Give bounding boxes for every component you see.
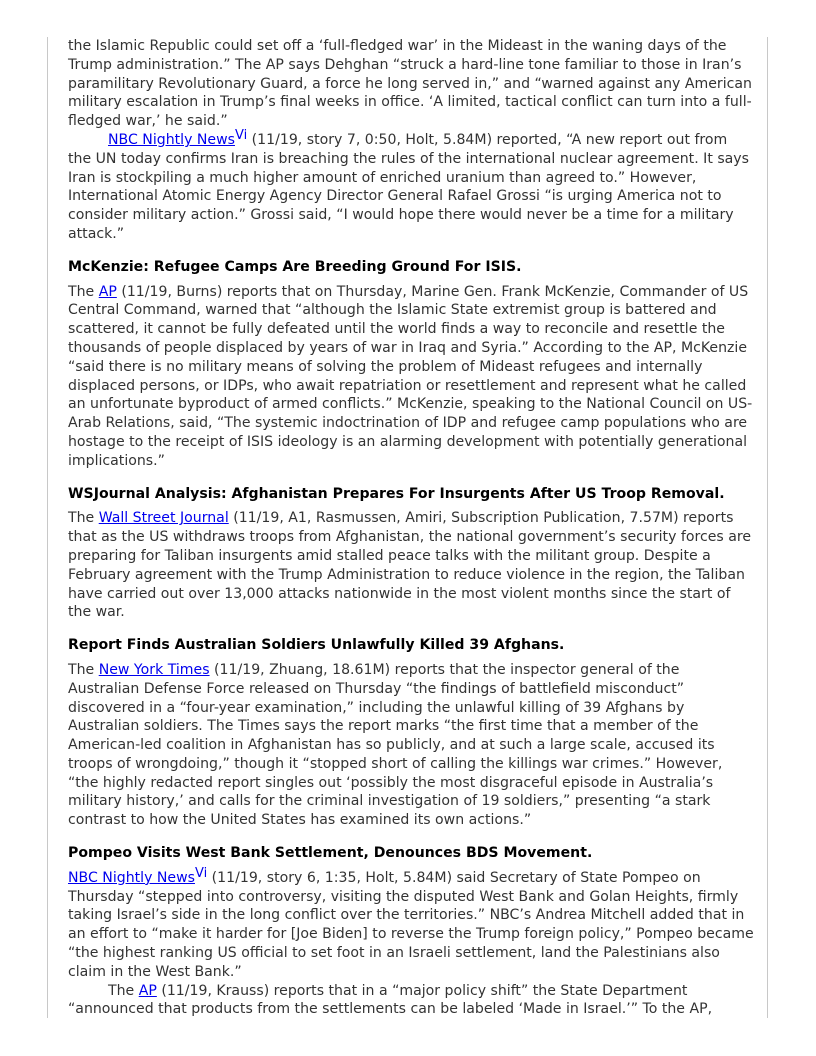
wall-street-journal-link[interactable]: Wall Street Journal	[98, 510, 229, 527]
article-body-pompeo	[68, 865, 754, 982]
article-body-australia	[68, 661, 754, 830]
paragraph-text: (11/19, A1, Rasmussen, Amiri, Subscription Publication, 7.57M) reports that as the US withdraws troops from Afghanistan, the national government’s security forces are preparing for Taliban insurgents amid stalled peace talks with the militant group. Despite a February agreement with the Trump Administration to reduce violence in the region, the Taliban have carried out over 13,000 attacks nationwide in the most violent months since the start of the war.	[68, 510, 751, 621]
paragraph-text: The	[108, 982, 139, 999]
paragraph-text: (11/19, Burns) reports that on Thursday, Marine Gen. Frank McKenzie, Commander of US Central Command, warned that “although the Islamic State extremist group is battered and scattered, it cannot be fully defeated until the world finds a way to reconcile and resettle the thousands of people displaced by years of war in Iraq and Syria.” According to the AP, McKenzie “said there is no military means of solving the problem of Mideast refugees and internally displaced persons, or IDPs, who await repatriation or resettlement and represent what he called an unfortunate byproduct of armed conflicts.” McKenzie, speaking to the National Council on US-Arab Relations, said, “The systemic indoctrination of IDP and refugee camp populations who are hostage to the receipt of ISIS ideology is an alarming development with potentially generational implications.”	[68, 283, 753, 469]
article-headline-wsj: WSJournal Analysis: Afghanistan Prepares For Insurgents After US Troop Removal.	[68, 485, 725, 502]
nbc-nightly-news-link[interactable]: NBC Nightly News	[68, 869, 195, 886]
article-headline-australia: Report Finds Australian Soldiers Unlawfully Killed 39 Afghans.	[68, 637, 565, 654]
nbc-nightly-news-link[interactable]: NBC Nightly News	[108, 131, 235, 148]
ap-link[interactable]: AP	[98, 283, 117, 300]
paragraph-text: The	[68, 661, 99, 678]
paragraph-text: The	[68, 283, 99, 300]
ap-link[interactable]: AP	[138, 982, 157, 999]
new-york-times-link[interactable]: New York Times	[98, 661, 210, 678]
article-body-wsj	[68, 509, 754, 622]
article-headline-mckenzie: McKenzie: Refugee Camps Are Breeding Ground For ISIS.	[68, 258, 522, 275]
video-indicator[interactable]: Vi	[194, 865, 208, 881]
video-indicator[interactable]: Vi	[234, 127, 248, 143]
article-body-mckenzie	[68, 283, 754, 471]
article-headline-pompeo: Pompeo Visits West Bank Settlement, Denounces BDS Movement.	[68, 845, 593, 862]
paragraph-text: The	[68, 510, 99, 527]
document-body	[68, 37, 754, 1019]
paragraph-text: (11/19, story 6, 1:35, Holt, 5.84M) said Secretary of State Pompeo on Thursday “stepped into controversy, visiting the disputed West Bank and Golan Heights, firmly taking Israel’s side in the long conflict over the territories.” NBC’s Andrea Mitchell added that in an effort to “make it harder for [Joe Biden] to reverse the Trump foreign policy,” Pompeo became “the highest ranking US official to set foot in an Israeli settlement, land the Palestinians also claim in the West Bank.”	[68, 869, 754, 980]
paragraph-text: (11/19, Krauss) reports that in a “major policy shift” the State Department “announced that products from the settlements can be labeled ‘Made in Israel.’” To the AP,	[68, 982, 713, 1018]
paragraph-text: (11/19, Zhuang, 18.61M) reports that the inspector general of the Australian Defense Force released on Thursday “the findings of battlefield misconduct” discovered in a “four-year examination,” including the unlawful killing of 39 Afghans by Australian soldiers. The Times says the report marks “the first time that a member of the American-led coalition in Afghanistan has so publicly, and at such a large scale, accused its troops of wrongdoing,” though it “stopped short of calling the killings war crimes.” However, “the highly redacted report singles out ‘possibly the most disgraceful episode in Australia’s military history,’ and calls for the criminal investigation of 19 soldiers,” presenting “a stark contrast to how the United States has examined its own actions.”	[68, 661, 723, 829]
paragraph-text: (11/19, story 7, 0:50, Holt, 5.84M) reported, “A new report out from the UN today confirms Iran is breaching the rules of the international nuclear agreement. It says Iran is stockpiling a much higher amount of enriched uranium than agreed to.” However, International Atomic Energy Agency Director General Rafael Grossi “is urging America not to consider military action.” Grossi said, “I would hope there would never be a time for a military attack.”	[68, 131, 749, 242]
continuation-paragraph-2	[68, 127, 754, 244]
continuation-paragraph: the Islamic Republic could set off a ‘full-fledged war’ in the Mideast in the waning days of the Trump administration.” The AP says Dehghan “struck a hard-line tone familiar to those in Iran’s paramilitary Revolutionary Guard, a force he long served in,” and “warned against any American military escalation in Trump’s final weeks in office. ‘A limited, tactical conflict can turn into a full-fledged war,’ he said.”	[68, 38, 752, 130]
article-body-pompeo-2	[68, 982, 754, 1020]
